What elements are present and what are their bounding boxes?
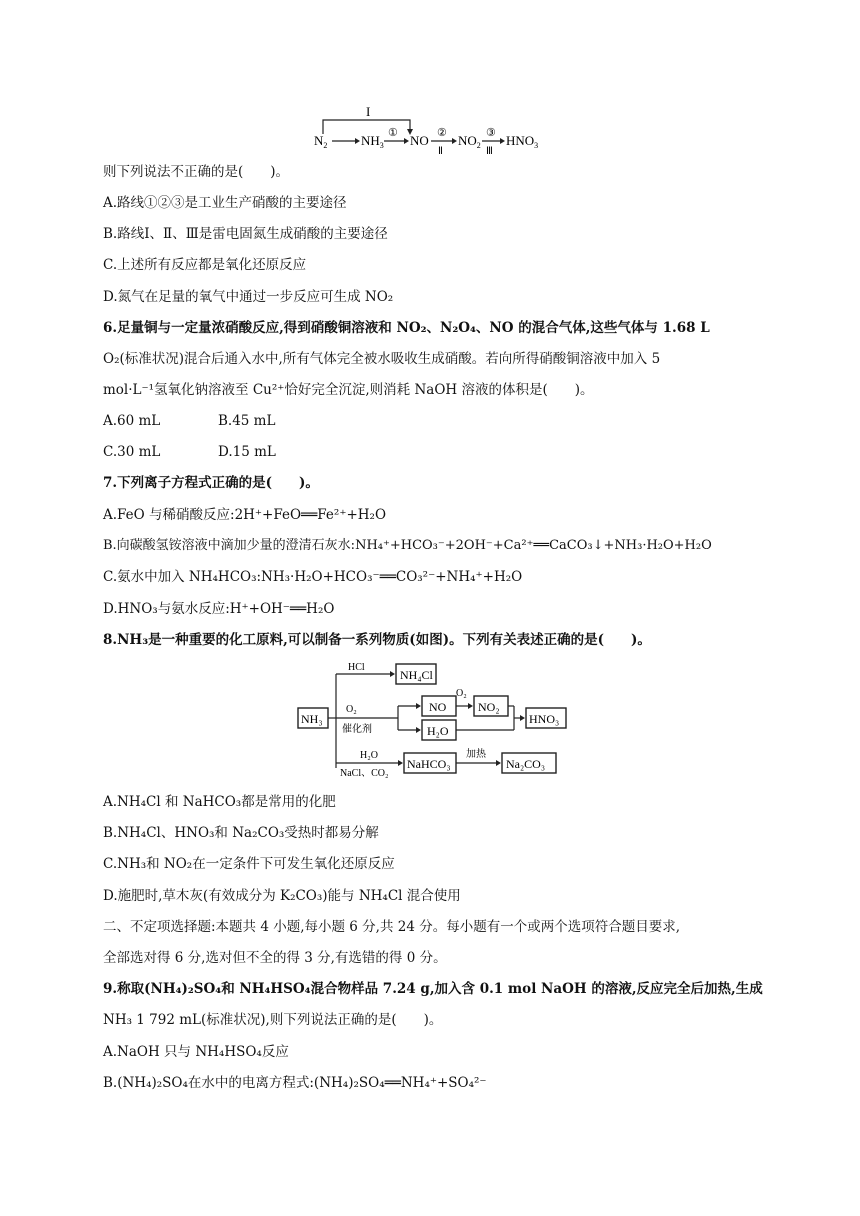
q6-line-2: O₂(标准状况)混合后通入水中,所有气体完全被水吸收生成硝酸。若向所得硝酸铜溶液中加入 5: [103, 351, 661, 367]
species-n2: $N_2$: [314, 133, 328, 150]
q7-option-a[interactable]: A.FeO 与稀硝酸反应:2H⁺+FeO══Fe²⁺+H₂O: [103, 507, 387, 523]
q7-option-d[interactable]: D.HNO₃与氨水反应:H⁺+OH⁻══H₂O: [103, 601, 335, 617]
section-2-heading-line-1: 二、不定项选择题:本题共 4 小题,每小题 6 分,共 24 分。每小题有一个或两个选项符合题目要求,: [103, 919, 681, 935]
section-2-heading-line-2: 全部选对得 6 分,选对但不全的得 3 分,有选错的得 0 分。: [103, 950, 447, 966]
q9-line-2: NH₃ 1 792 mL(标准状况),则下列说法正确的是( )。: [103, 1012, 443, 1028]
route-label-2: Ⅱ: [438, 146, 443, 156]
box-h2o: H₂O: [427, 724, 449, 738]
step-3-label: ③: [486, 127, 496, 139]
reagent-o2-b: O₂: [456, 688, 467, 699]
species-hno3: $HNO_3$: [506, 133, 539, 150]
species-no2: $NO_2$: [458, 133, 481, 150]
box-na2co3: Na₂CO₃: [506, 757, 546, 771]
species-nh3: $NH_3$: [361, 133, 384, 150]
q6-option-d[interactable]: D.15 mL: [218, 444, 276, 460]
route-label-3: Ⅲ: [486, 146, 493, 156]
reagent-hcl: HCl: [348, 662, 365, 673]
q6-option-b[interactable]: B.45 mL: [218, 413, 276, 429]
q5-stem: 则下列说法不正确的是( )。: [103, 164, 290, 180]
box-no2: NO₂: [478, 700, 500, 714]
q9-option-a[interactable]: A.NaOH 只与 NH₄HSO₄反应: [103, 1044, 289, 1060]
q5-option-b[interactable]: B.路线Ⅰ、Ⅱ、Ⅲ是雷电固氮生成硝酸的主要途径: [103, 226, 388, 242]
reagent-o2: O₂: [346, 704, 357, 715]
q6-line-1: 6.足量铜与一定量浓硝酸反应,得到硝酸铜溶液和 NO₂、N₂O₄、NO 的混合气体,这些气体与 1.68 L: [103, 320, 710, 336]
q7-stem: 7.下列离子方程式正确的是( )。: [103, 475, 319, 491]
q6-line-3: mol·L⁻¹氢氧化钠溶液至 Cu²⁺恰好完全沉淀,则消耗 NaOH 溶液的体积是( )。: [103, 382, 594, 398]
box-nh3: NH₃: [301, 712, 323, 726]
reagent-h2o-b: H₂O: [360, 750, 378, 761]
q8-stem: 8.NH₃是一种重要的化工原料,可以制备一系列物质(如图)。下列有关表述正确的是( )。: [103, 632, 651, 648]
q8-option-d[interactable]: D.施肥时,草木灰(有效成分为 K₂CO₃)能与 NH₄Cl 混合使用: [103, 888, 461, 904]
box-hno3: HNO₃: [529, 712, 560, 726]
q5-option-a[interactable]: A.路线①②③是工业生产硝酸的主要途径: [103, 195, 347, 211]
q8-option-c[interactable]: C.NH₃和 NO₂在一定条件下可发生氧化还原反应: [103, 856, 395, 872]
ammonia-flowchart: [290, 660, 580, 782]
route-label-1: I: [366, 104, 371, 119]
q5-option-d[interactable]: D.氮气在足量的氧气中通过一步反应可生成 NO₂: [103, 289, 394, 305]
nitrogen-route-diagram: [300, 100, 560, 156]
q7-option-b[interactable]: B.向碳酸氢铵溶液中滴加少量的澄清石灰水:NH₄⁺+HCO₃⁻+2OH⁻+Ca²⁺══CaCO₃↓+NH₃·H₂O+H₂O: [103, 538, 712, 553]
q6-option-c[interactable]: C.30 mL: [103, 444, 161, 460]
q8-option-b[interactable]: B.NH₄Cl、HNO₃和 Na₂CO₃受热时都易分解: [103, 825, 379, 841]
step-1-label: ①: [388, 127, 398, 139]
q8-option-a[interactable]: A.NH₄Cl 和 NaHCO₃都是常用的化肥: [103, 794, 336, 810]
box-nahco3: NaHCO₃: [407, 757, 451, 771]
q9-option-b[interactable]: B.(NH₄)₂SO₄在水中的电离方程式:(NH₄)₂SO₄══NH₄⁺+SO₄²⁻: [103, 1075, 487, 1091]
q9-line-1: 9.称取(NH₄)₂SO₄和 NH₄HSO₄混合物样品 7.24 g,加入含 0.1 mol NaOH 的溶液,反应完全后加热,生成: [103, 981, 763, 997]
step-2-label: ②: [437, 127, 447, 139]
q7-option-c[interactable]: C.氨水中加入 NH₄HCO₃:NH₃·H₂O+HCO₃⁻══CO₃²⁻+NH₄⁺+H₂O: [103, 569, 523, 585]
reagent-heat: 加热: [466, 749, 486, 760]
q6-option-a[interactable]: A.60 mL: [103, 413, 161, 429]
box-no: NO: [429, 700, 447, 714]
species-no: NO: [410, 133, 429, 148]
q5-option-c[interactable]: C.上述所有反应都是氧化还原反应: [103, 257, 307, 273]
reagent-nacl-co2: NaCl、CO₂: [340, 768, 389, 779]
reagent-catalyst: 催化剂: [342, 724, 372, 735]
box-nh4cl: NH₄Cl: [400, 668, 433, 682]
